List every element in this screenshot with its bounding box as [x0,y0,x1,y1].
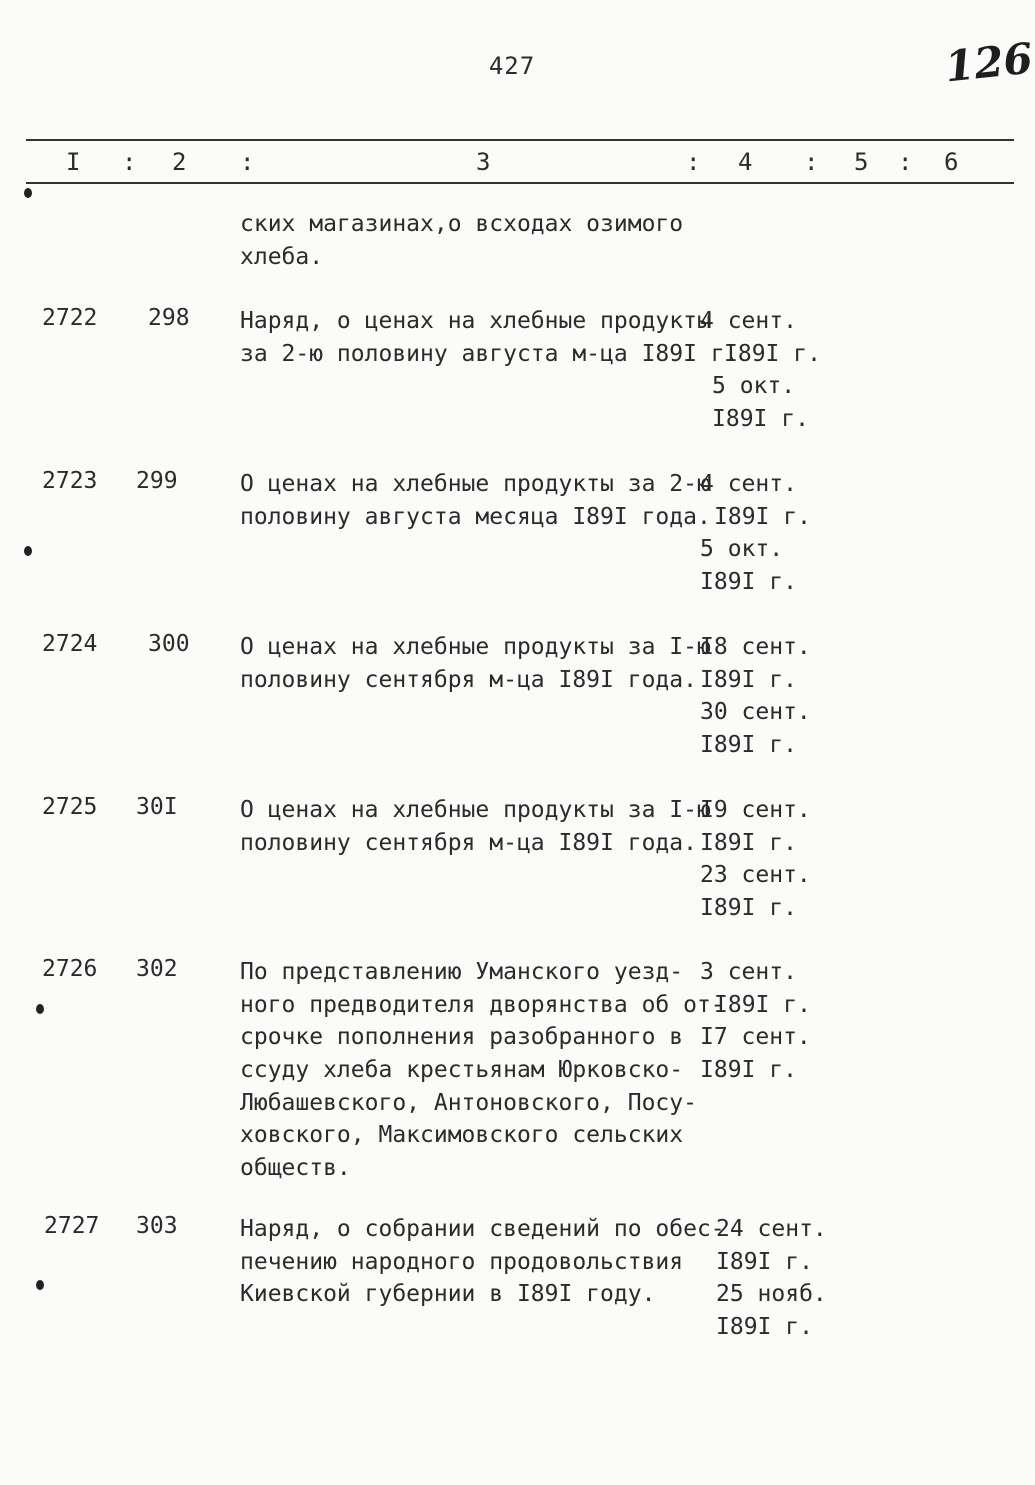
title-line: О ценах на хлебные продукты за I-ю [240,797,711,823]
page-number: 427 [488,52,536,80]
title-line: печению народного продовольствия [240,1248,684,1275]
date-line: 24 сент. [716,1216,827,1242]
title-line: половину сентября м-ца I89I года. [240,666,697,693]
entry-title [240,956,725,1185]
title-line: ховского, Максимовского сельских [240,1122,684,1149]
date-line: I89I г. [700,732,797,759]
title-line: О ценах на хлебные продукты за I-ю [240,634,711,660]
entry-code: 30I [136,794,178,820]
date-line: I89I г. [700,829,797,856]
title-line: Любашевского, Антоновского, Посу- [240,1089,697,1116]
column-separator: : [122,148,137,176]
date-line: 25 нояб. [716,1281,827,1308]
title-line: Киевской губернии в I89I году. [240,1281,656,1308]
title-line: ских магазинах,о всходах озимого [240,211,684,237]
ink-speck [24,546,32,556]
date-line: I89I г. [700,895,797,922]
date-line: 23 сент. [700,862,811,889]
column-header-row [0,148,1024,178]
ink-speck [36,1280,44,1290]
title-line: срочке пополнения разобранного в [240,1024,684,1051]
date-line: 4 сент. [700,308,797,334]
date-line: I7 сент. [700,1024,811,1051]
ink-speck [24,188,32,198]
entry-title [240,794,711,859]
header-top-rule [26,139,1014,141]
entry-dates [700,305,840,436]
title-line: половину августа месяца I89I года. [240,503,711,530]
entry-dates [716,1213,856,1344]
entry-code: 303 [136,1213,178,1239]
column-header-5: 5 [854,148,869,176]
column-separator: : [898,148,913,176]
entry-title [240,1213,725,1311]
entry-number: 2726 [42,956,98,982]
entry-number: 2725 [42,794,98,820]
date-line: I89I г. [714,503,811,530]
date-line: I9 сент. [700,797,811,823]
entry-title [240,468,711,533]
date-line: 30 сент. [700,699,811,726]
column-header-4: 4 [738,148,753,176]
entry-code: 302 [136,956,178,982]
column-header-1: I [66,148,81,176]
ink-speck [36,1004,44,1014]
column-separator: : [686,148,701,176]
title-line: половину сентября м-ца I89I года. [240,829,697,856]
entry-title [240,305,739,370]
title-line: Наряд, о собрании сведений по обес- [240,1216,725,1242]
column-header-3: 3 [476,148,491,176]
date-line: I89I г. [700,569,797,596]
entry-code: 298 [148,305,190,331]
title-line: Наряд, о ценах на хлебные продукты [240,308,711,334]
column-separator: : [804,148,819,176]
date-line: I89I г. [714,991,811,1018]
continuation-text [240,208,700,273]
column-header-6: 6 [944,148,959,176]
column-header-2: 2 [172,148,187,176]
handwritten-folio-number: 126 [942,33,1035,92]
title-line: обществ. [240,1155,351,1182]
entry-number: 2722 [42,305,98,331]
title-line: По представлению Уманского уезд- [240,959,684,985]
entry-dates [700,468,840,599]
entry-code: 299 [136,468,178,494]
column-separator: : [240,148,255,176]
date-line: I89I г. [716,1248,813,1275]
title-line: ссуду хлеба крестьянам Юрковско- [240,1057,684,1084]
entry-number: 2727 [44,1213,100,1239]
date-line: 5 окт. [712,373,796,400]
date-line: 3 сент. [700,959,797,985]
title-line: за 2-ю половину августа м-ца I89I г. [240,340,739,367]
date-line: 5 окт. [700,536,784,563]
date-line: I89I г. [724,340,821,367]
title-line: ного предводителя дворянства об от- [240,991,725,1018]
date-line: 4 сент. [700,471,797,497]
entry-code: 300 [148,631,190,657]
entry-dates [700,956,840,1087]
title-line: О ценах на хлебные продукты за 2-ю [240,471,711,497]
header-bottom-rule [26,182,1014,184]
entry-dates [700,631,840,762]
entry-number: 2723 [42,468,98,494]
title-line: хлеба. [240,243,324,270]
date-line: I8 сент. [700,634,811,660]
entry-title [240,631,711,696]
entry-number: 2724 [42,631,98,657]
date-line: I89I г. [712,406,809,433]
entry-dates [700,794,840,925]
date-line: I89I г. [700,666,797,693]
date-line: I89I г. [700,1057,797,1084]
date-line: I89I г. [716,1314,813,1341]
